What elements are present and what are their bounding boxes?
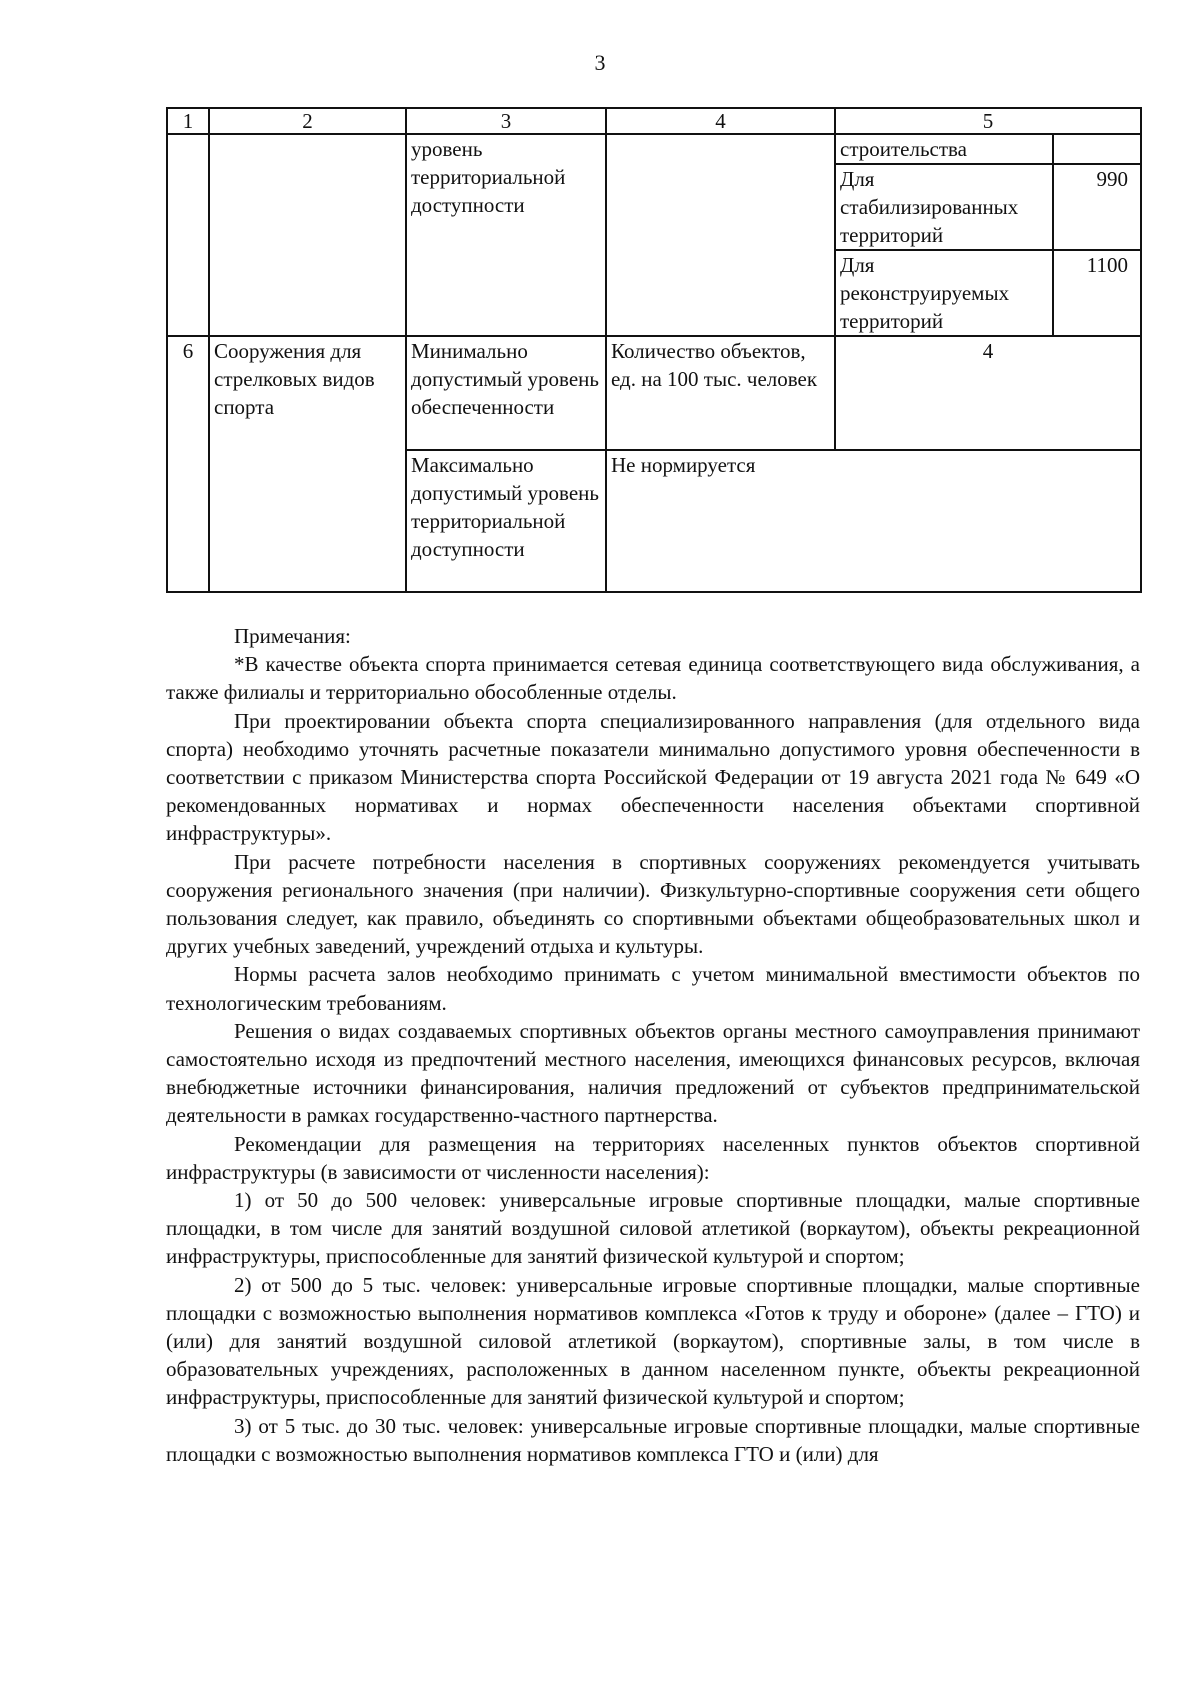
note-paragraph: 3) от 5 тыс. до 30 тыс. человек: универсальные игровые спортивные площадки, малые спортивные площадки с возможностью выполнения нормативов комплекса ГТО и (или) для [166,1413,1140,1466]
note-paragraph: Нормы расчета залов необходимо принимать с учетом минимальной вместимости объектов по технологическим требованиям. [166,962,1140,1015]
cell-num-empty [167,134,209,336]
subrow-value: 1100 [1053,250,1141,336]
value-cell: 4 [835,336,1141,450]
notes-title: Примечания: [234,624,351,648]
indicator-max: Максимально допустимый уровень территориальной доступности [406,450,606,592]
subrow-label: строительства [835,134,1053,164]
cell-unit-empty [606,134,835,336]
note-paragraph: При расчете потребности населения в спортивных сооружениях рекомендуется учитывать сооружения регионального значения (при наличии). Физкультурно-спортивные сооружения сети общего пользования следует, как правило, объединять со спортивными объектами общеобразовательных школ и других учебных заведений, учреждений отдыха и культуры. [166,849,1140,959]
facility-name: Сооружения для стрелковых видов спорта [209,336,406,592]
table-row [167,336,1141,450]
note-paragraph: *В качестве объекта спорта принимается сетевая единица соответствующего вида обслуживания, а также филиалы и территориально обособленные отделы. [166,652,1140,705]
subrow-value: 990 [1053,164,1141,250]
not-normed-cell: Не нормируется [606,450,1141,592]
table-header-row [167,108,1141,134]
page-number: 3 [594,50,606,75]
cell-name-empty [209,134,406,336]
subrow-label: Для стабилизированных территорий [835,164,1053,250]
note-paragraph: 2) от 500 до 5 тыс. человек: универсальные игровые спортивные площадки, малые спортивные площадки с возможностью выполнения нормативов комплекса «Готов к труду и обороне» (далее – ГТО) и (или) для занятий воздушной силовой атлетикой (воркаутом), спортивные залы, в том числе в образовательных учреждениях, расположенных в данном населенном пункте, объекты рекреационной инфраструктуры, приспособленные для занятий физической культурой и спортом; [166,1272,1140,1410]
note-paragraph: При проектировании объекта спорта специализированного направления (для отдельного вида спорта) необходимо уточнять расчетные показатели минимально допустимого уровня обеспеченности в соответствии с приказом Министерства спорта Российской Федерации от 19 августа 2021 года № 649 «О рекомендованных нормативах и нормах обеспеченности населения объектами спортивной инфраструктуры». [166,708,1140,846]
header-cell: 4 [606,108,835,134]
cell-indicator-continued: уровень территориальной доступности [406,134,606,336]
subrow-label: Для реконструируемых территорий [835,250,1053,336]
note-paragraph: Решения о видах создаваемых спортивных объектов органы местного самоуправления принимают самостоятельно исходя из предпочтений местного населения, имеющихся финансовых ресурсов, включая внебюджетные источники финансирования, наличия предложений от субъектов предпринимательской деятельности в рамках государственно-частного партнерства. [166,1018,1140,1128]
row-number: 6 [167,336,209,592]
subrow-value [1053,134,1141,164]
table-row [167,134,1141,164]
note-paragraph: 1) от 50 до 500 человек: универсальные игровые спортивные площадки, малые спортивные площадки, в том числе для занятий воздушной силовой атлетикой (воркаутом), объекты рекреационной инфраструктуры, приспособленные для занятий физической культурой и спортом; [166,1188,1140,1269]
indicator-min: Минимально допустимый уровень обеспеченности [406,336,606,450]
unit-cell: Количество объектов, ед. на 100 тыс. человек [606,336,835,450]
notes-section [166,622,1140,1468]
norms-table [166,107,1142,593]
header-cell: 2 [209,108,406,134]
note-paragraph: Рекомендации для размещения на территориях населенных пунктов объектов спортивной инфраструктуры (в зависимости от численности населения): [166,1131,1140,1184]
header-cell: 3 [406,108,606,134]
header-cell: 5 [835,108,1141,134]
header-cell: 1 [167,108,209,134]
